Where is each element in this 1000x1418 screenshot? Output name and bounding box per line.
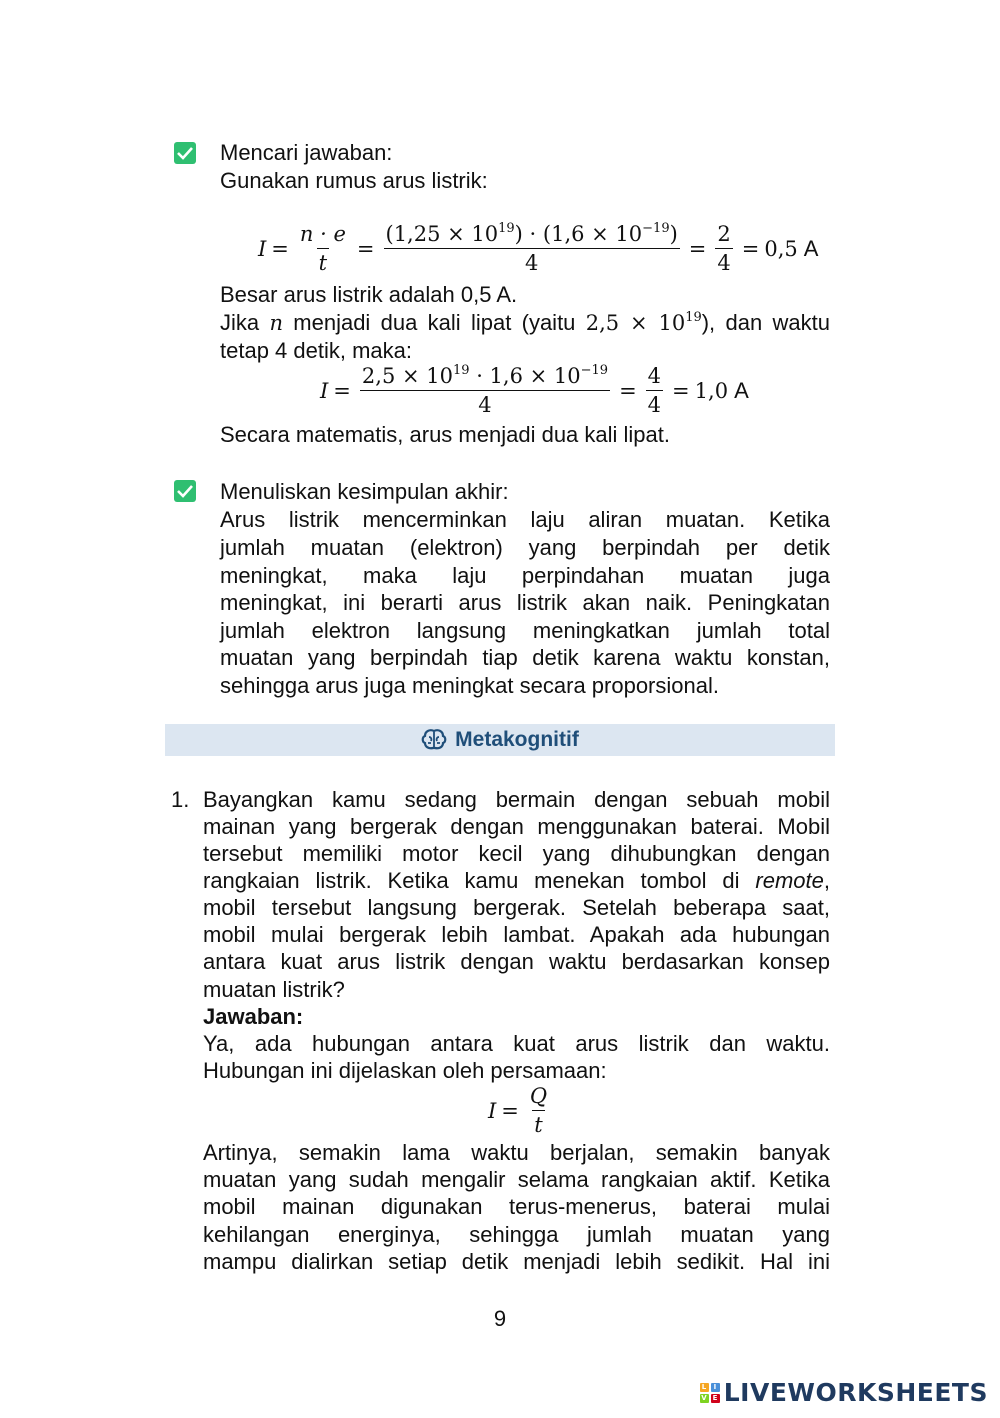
question-line: antara kuat arus listrik dengan waktu berdasarkan konsep <box>203 949 830 974</box>
explanation-line: muatan yang sudah mengalir selama rangkaian aktif. Ketika <box>203 1167 830 1192</box>
logo-text: LIVEWORKSHEETS <box>723 1378 988 1407</box>
question-line: Bayangkan kamu sedang bermain dengan sebuah mobil <box>203 787 830 812</box>
question-line: rangkaian listrik. Ketika kamu menekan tombol di remote, <box>203 868 830 893</box>
explanation-line: mampu dialirkan setiap detik menjadi lebih sedikit. Hal ini <box>203 1249 830 1274</box>
paragraph-line: Arus listrik mencerminkan laju aliran muatan. Ketika <box>220 507 830 532</box>
answer-line: Ya, ada hubungan antara kuat arus listrik dan waktu. <box>203 1031 830 1056</box>
formula-intro: Gunakan rumus arus listrik: <box>220 168 488 193</box>
explanation-line: Artinya, semakin lama waktu berjalan, semakin banyak <box>203 1140 830 1165</box>
explanation-line: mobil mainan digunakan terus-menerus, baterai mulai <box>203 1194 830 1219</box>
page-number: 9 <box>493 1306 507 1331</box>
equation-current: I = $\frac{n \cdot e}{t}$ = $\frac{(1,25 \times 10^{19}) \cdot (1,6 \times 10^{-19})}{4}$ = $\frac{2}{4}$ = 0,5 A <box>258 221 819 275</box>
question-line: mainan yang bergerak dengan menggunakan baterai. Mobil <box>203 814 830 839</box>
section-heading: Menuliskan kesimpulan akhir: <box>220 479 509 504</box>
paragraph-line: jumlah elektron langsung meningkatkan jumlah total <box>220 618 830 643</box>
check-icon <box>174 142 196 164</box>
check-icon <box>174 480 196 502</box>
if-line-2: tetap 4 detik, maka: <box>220 338 412 363</box>
question-number: 1. <box>171 787 190 812</box>
explanation-line: kehilangan energinya, sehingga jumlah muatan yang <box>203 1222 830 1247</box>
brain-icon <box>421 728 447 752</box>
result-text: Besar arus listrik adalah 0,5 A. <box>220 282 518 307</box>
answer-label: Jawaban: <box>203 1004 304 1029</box>
question-line: tersebut memiliki motor kecil yang dihubungkan dengan <box>203 841 830 866</box>
paragraph-line: muatan yang berpindah tiap detik karena waktu konstan, <box>220 645 830 670</box>
paragraph-line: meningkat, ini berarti arus listrik akan naik. Peningkatan <box>220 590 830 615</box>
paragraph-line: sehingga arus juga meningkat secara proporsional. <box>220 673 719 698</box>
liveworksheets-logo <box>700 1378 988 1407</box>
logo-grid-icon: L I V E <box>701 1382 718 1402</box>
paragraph-line: meningkat, maka laju perpindahan muatan juga <box>220 563 830 588</box>
conclusion-text: Secara matematis, arus menjadi dua kali lipat. <box>220 422 670 447</box>
section-heading: Mencari jawaban: <box>220 140 393 165</box>
question-line: mobil tersebut langsung bergerak. Setelah beberapa saat, <box>203 895 830 920</box>
equation-q-over-t: I = $\frac{Q}{t}$ <box>488 1084 548 1137</box>
metakognitif-banner <box>165 724 835 756</box>
equation-doubled: I = $\frac{2,5 \times 10^{19} \cdot 1,6 \times 10^{-19}}{4}$ = $\frac{4}{4}$ = 1,0 A <box>320 363 749 417</box>
if-line: Jika n menjadi dua kali lipat (yaitu $2,5 \times 10^{19}$), dan waktu <box>220 310 830 335</box>
answer-line: Hubungan ini dijelaskan oleh persamaan: <box>203 1058 607 1083</box>
paragraph-line: jumlah muatan (elektron) yang berpindah per detik <box>220 535 830 560</box>
question-line: muatan listrik? <box>203 977 345 1002</box>
banner-title: Metakognitif <box>455 728 579 751</box>
question-line: mobil mulai bergerak lebih lambat. Apakah ada hubungan <box>203 922 830 947</box>
